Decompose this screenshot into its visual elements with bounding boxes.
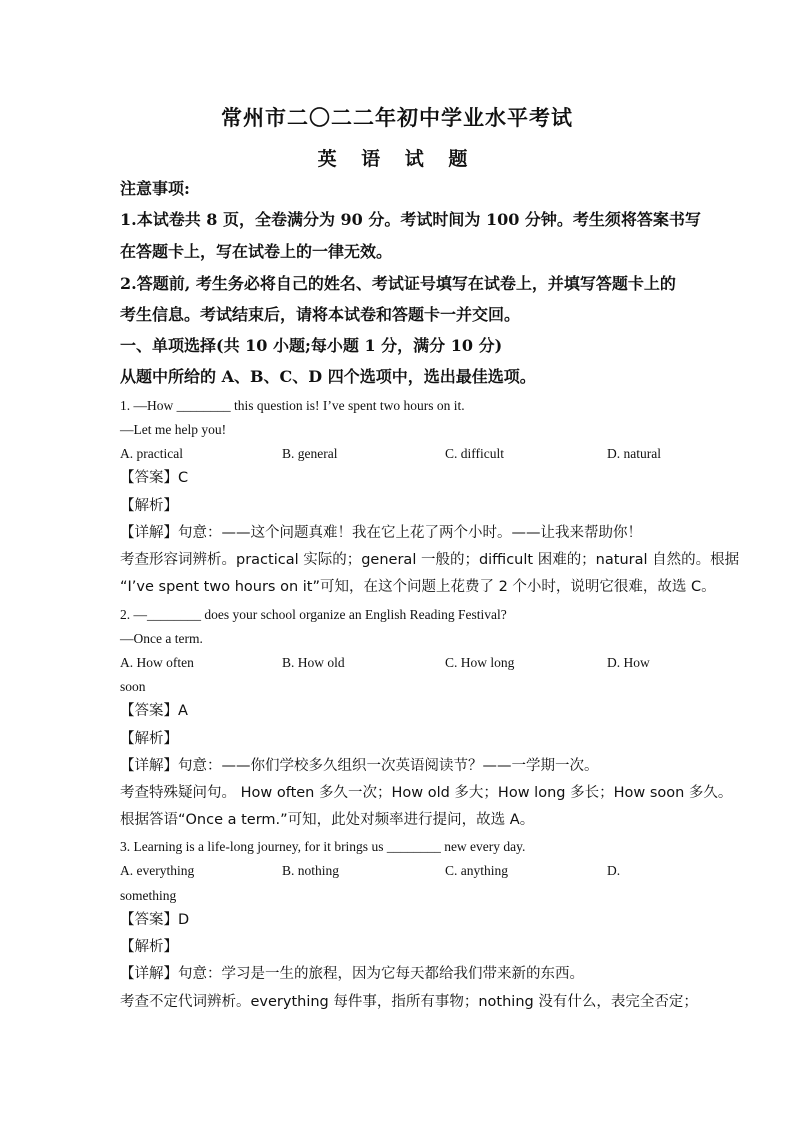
- question-stem-reply: —Once a term.: [120, 631, 203, 646]
- question-stem: 1. —How ________ this question is! I’ve spent two hours on it.: [120, 398, 465, 413]
- explanation-text: “I’ve spent two hours on it”可知，在这个问题上花费了 2 个小时，说明它很难，故选 C。: [120, 579, 716, 595]
- option-c: C. difficult: [445, 446, 504, 461]
- notice-heading: 注意事项:: [120, 179, 190, 198]
- answer-label: 【答案】A: [120, 703, 188, 719]
- notice-line-2a: 2.答题前, 考生务必将自己的姓名、考试证号填写在试卷上，并填写答题卡上的: [120, 274, 676, 293]
- explanation-text: 考查不定代词辨析。everything 每件事，指所有事物；nothing 没有什么，表完全否定；: [120, 994, 698, 1010]
- detail-text: 【详解】句意：——这个问题真难！我在它上花了两个小时。——让我来帮助你！: [120, 525, 642, 541]
- section-heading: 一、单项选择(共 10 小题;每小题 1 分，满分 10 分): [120, 336, 503, 355]
- option-d: D. natural: [607, 446, 661, 461]
- notice-line-1a: 1.本试卷共 8 页，全卷满分为 90 分。考试时间为 100 分钟。考生须将答案书写: [120, 210, 701, 229]
- analysis-label: 【解析】: [120, 731, 178, 747]
- question-stem-reply: —Let me help you!: [120, 422, 227, 437]
- analysis-label: 【解析】: [120, 498, 178, 514]
- notice-line-1b: 在答题卡上，写在试卷上的一律无效。: [120, 242, 393, 261]
- option-d: D.: [607, 863, 621, 878]
- option-d: D. How: [607, 655, 650, 670]
- option-a: A. everything: [120, 863, 195, 878]
- option-b: B. nothing: [282, 863, 340, 878]
- answer-label: 【答案】C: [120, 470, 189, 486]
- option-d-wrap: soon: [120, 679, 146, 694]
- explanation-text: 根据答语“Once a term.”可知，此处对频率进行提问，故选 A。: [120, 812, 535, 828]
- question-stem: 2. —________ does your school organize an English Reading Festival?: [120, 607, 507, 622]
- option-a: A. practical: [120, 446, 183, 461]
- option-c: C. How long: [445, 655, 515, 670]
- option-a: A. How often: [120, 655, 194, 670]
- detail-text: 【详解】句意：学习是一生的旅程，因为它每天都给我们带来新的东西。: [120, 966, 584, 982]
- explanation-text: 考查形容词辨析。practical 实际的；general 一般的；difficult 困难的；natural 自然的。根据: [120, 552, 740, 568]
- option-d-wrap: something: [120, 888, 177, 903]
- option-b: B. How old: [282, 655, 345, 670]
- explanation-text: 考查特殊疑问句。 How often 多久一次；How old 多大；How long 多长；How soon 多久。: [120, 785, 733, 801]
- notice-line-2b: 考生信息。考试结束后，请将本试卷和答题卡一并交回。: [120, 305, 521, 324]
- page-title: 常州市二〇二二年初中学业水平考试: [221, 105, 573, 130]
- detail-text: 【详解】句意：——你们学校多久组织一次英语阅读节？——一学期一次。: [120, 758, 599, 774]
- question-stem: 3. Learning is a life-long journey, for it brings us ________ new every day.: [120, 839, 526, 854]
- option-b: B. general: [282, 446, 338, 461]
- page-subtitle: 英 语 试 题: [317, 148, 477, 170]
- answer-label: 【答案】D: [120, 912, 190, 928]
- option-c: C. anything: [445, 863, 508, 878]
- section-instruction: 从题中所给的 A、B、C、D 四个选项中，选出最佳选项。: [120, 367, 536, 386]
- analysis-label: 【解析】: [120, 939, 178, 955]
